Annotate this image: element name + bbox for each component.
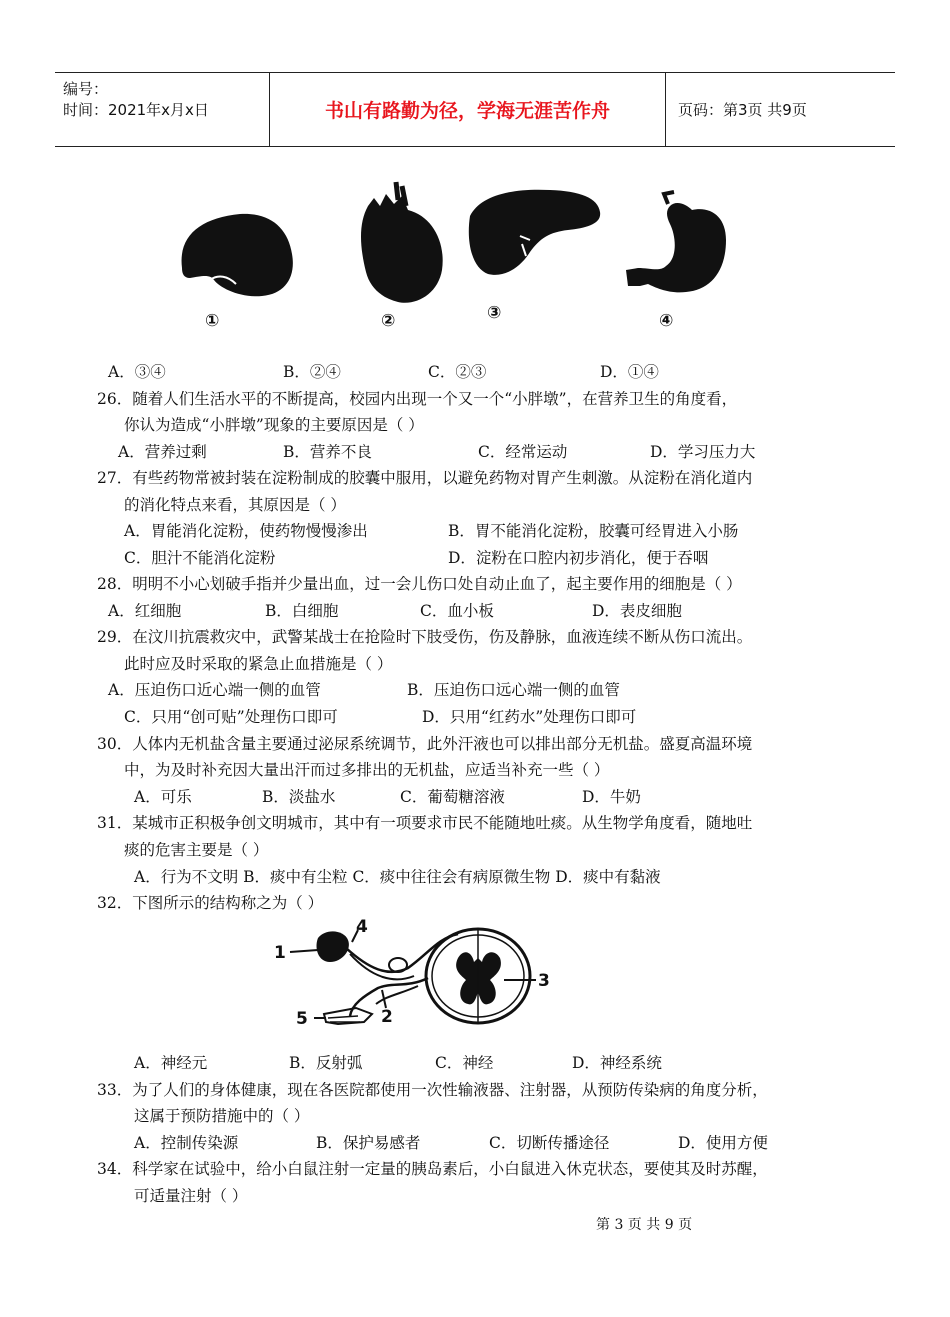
q26-option-d: D．学习压力大 xyxy=(650,443,756,461)
q28-stem-1: 28．明明不小心划破手指并少量出血，过一会儿伤口处自动止血了，起主要作用的细胞是（ ） xyxy=(97,575,742,593)
q33-stem-1: 33．为了人们的身体健康，现在各医院都使用一次性输液器、注射器，从预防传染病的角度分析， xyxy=(97,1081,768,1099)
q33-stem-2: 这属于预防措施中的（ ） xyxy=(134,1107,310,1125)
motto: 书山有路勤为径，学海无涯苦作舟 xyxy=(270,73,666,146)
q26-option-c: C．经常运动 xyxy=(478,443,568,461)
q28-option-d: D．表皮细胞 xyxy=(592,602,682,620)
reflex-label-3: 3 xyxy=(538,971,550,991)
q28-option-c: C．血小板 xyxy=(420,602,494,620)
q30-stem-1: 30．人体内无机盐含量主要通过泌尿系统调节，此外汗液也可以排出部分无机盐。盛夏高温环境 xyxy=(97,735,753,753)
reflex-label-2: 2 xyxy=(381,1007,393,1027)
q33-option-d: D．使用方便 xyxy=(678,1134,768,1152)
q34-stem-2: 可适量注射（ ） xyxy=(134,1187,248,1205)
q29-stem-2: 此时应及时采取的紧急止血措施是（ ） xyxy=(124,655,393,673)
organ-label-3: ③ xyxy=(487,303,502,323)
q25-option-d: D．①④ xyxy=(600,363,659,381)
q26-stem-2: 你认为造成“小胖墩”现象的主要原因是（ ） xyxy=(124,416,424,434)
reflex-arc-figure xyxy=(268,918,558,1033)
stomach-image xyxy=(626,203,726,292)
organs-figure xyxy=(170,176,730,346)
q26-option-b: B．营养不良 xyxy=(283,443,372,461)
q30-option-d: D．牛奶 xyxy=(582,788,641,806)
q29-option-b: B．压迫伤口远心端一侧的血管 xyxy=(407,681,620,699)
q30-option-c: C．葡萄糖溶液 xyxy=(400,788,505,806)
q30-option-a: A．可乐 xyxy=(134,788,192,806)
page-info: 页码：第3页 共9页 xyxy=(678,101,807,119)
q26-stem-1: 26．随着人们生活水平的不断提高，校园内出现一个又一个“小胖墩”，在营养卫生的角度看， xyxy=(97,390,738,408)
q28-option-a: A．红细胞 xyxy=(108,602,182,620)
q34-stem-1: 34．科学家在试验中，给小白鼠注射一定量的胰岛素后，小白鼠进入休克状态，要使其及时苏醒， xyxy=(97,1160,768,1178)
q27-option-c: C．胆汁不能消化淀粉 xyxy=(124,549,276,567)
q32-option-b: B．反射弧 xyxy=(289,1054,363,1072)
organ-label-1: ① xyxy=(205,311,220,331)
time-label: 时间：2021年x月x日 xyxy=(63,101,209,119)
q30-option-b: B．淡盐水 xyxy=(262,788,336,806)
brain-image xyxy=(182,214,293,296)
q25-option-b: B．②④ xyxy=(283,363,341,381)
q32-option-d: D．神经系统 xyxy=(572,1054,662,1072)
q31-stem-1: 31．某城市正积极争创文明城市，其中有一项要求市民不能随地吐痰。从生物学角度看，随地吐 xyxy=(97,814,753,832)
q31-options: A．行为不文明 B．痰中有尘粒 C．痰中往往会有病原微生物 D．痰中有黏液 xyxy=(134,868,661,886)
q29-option-a: A．压迫伤口近心端一侧的血管 xyxy=(108,681,321,699)
q33-option-a: A．控制传染源 xyxy=(134,1134,239,1152)
heart-image xyxy=(361,194,443,303)
liver-image xyxy=(469,190,600,275)
q32-option-c: C．神经 xyxy=(435,1054,494,1072)
reflex-label-1: 1 xyxy=(274,943,286,963)
organ-label-4: ④ xyxy=(659,311,674,331)
q33-option-b: B．保护易感者 xyxy=(316,1134,421,1152)
q32-stem-1: 32．下图所示的结构称之为（ ） xyxy=(97,894,324,912)
q33-option-c: C．切断传播途径 xyxy=(489,1134,610,1152)
page-header xyxy=(55,72,895,147)
page-footer: 第 3 页 共 9 页 xyxy=(596,1217,693,1233)
q29-option-c: C．只用“创可贴”处理伤口即可 xyxy=(124,708,338,726)
q31-stem-2: 痰的危害主要是（ ） xyxy=(124,841,269,859)
number-label: 编号： xyxy=(63,80,109,98)
q27-stem-1: 27．有些药物常被封装在淀粉制成的胶囊中服用，以避免药物对胃产生刺激。从淀粉在消化道内 xyxy=(97,469,753,487)
q27-option-a: A．胃能消化淀粉，使药物慢慢渗出 xyxy=(124,522,368,540)
organ-label-2: ② xyxy=(381,311,396,331)
q27-stem-2: 的消化特点来看，其原因是（ ） xyxy=(124,496,346,514)
q29-stem-1: 29．在汶川抗震救灾中，武警某战士在抢险时下肢受伤，伤及静脉，血液连续不断从伤口流出。 xyxy=(97,628,753,646)
reflex-label-4: 4 xyxy=(356,918,368,937)
q25-option-c: C．②③ xyxy=(428,363,487,381)
reflex-label-5: 5 xyxy=(296,1009,308,1029)
q27-option-b: B．胃不能消化淀粉，胶囊可经胃进入小肠 xyxy=(448,522,739,540)
q26-option-a: A．营养过剩 xyxy=(118,443,207,461)
q30-stem-2: 中，为及时补充因大量出汗而过多排出的无机盐，应适当补充一些（ ） xyxy=(124,761,610,779)
q27-option-d: D．淀粉在口腔内初步消化，便于吞咽 xyxy=(448,549,709,567)
q29-option-d: D．只用“红药水”处理伤口即可 xyxy=(422,708,637,726)
q25-option-a: A．③④ xyxy=(108,363,166,381)
q32-option-a: A．神经元 xyxy=(134,1054,208,1072)
q28-option-b: B．白细胞 xyxy=(265,602,339,620)
header-meta xyxy=(55,73,270,146)
